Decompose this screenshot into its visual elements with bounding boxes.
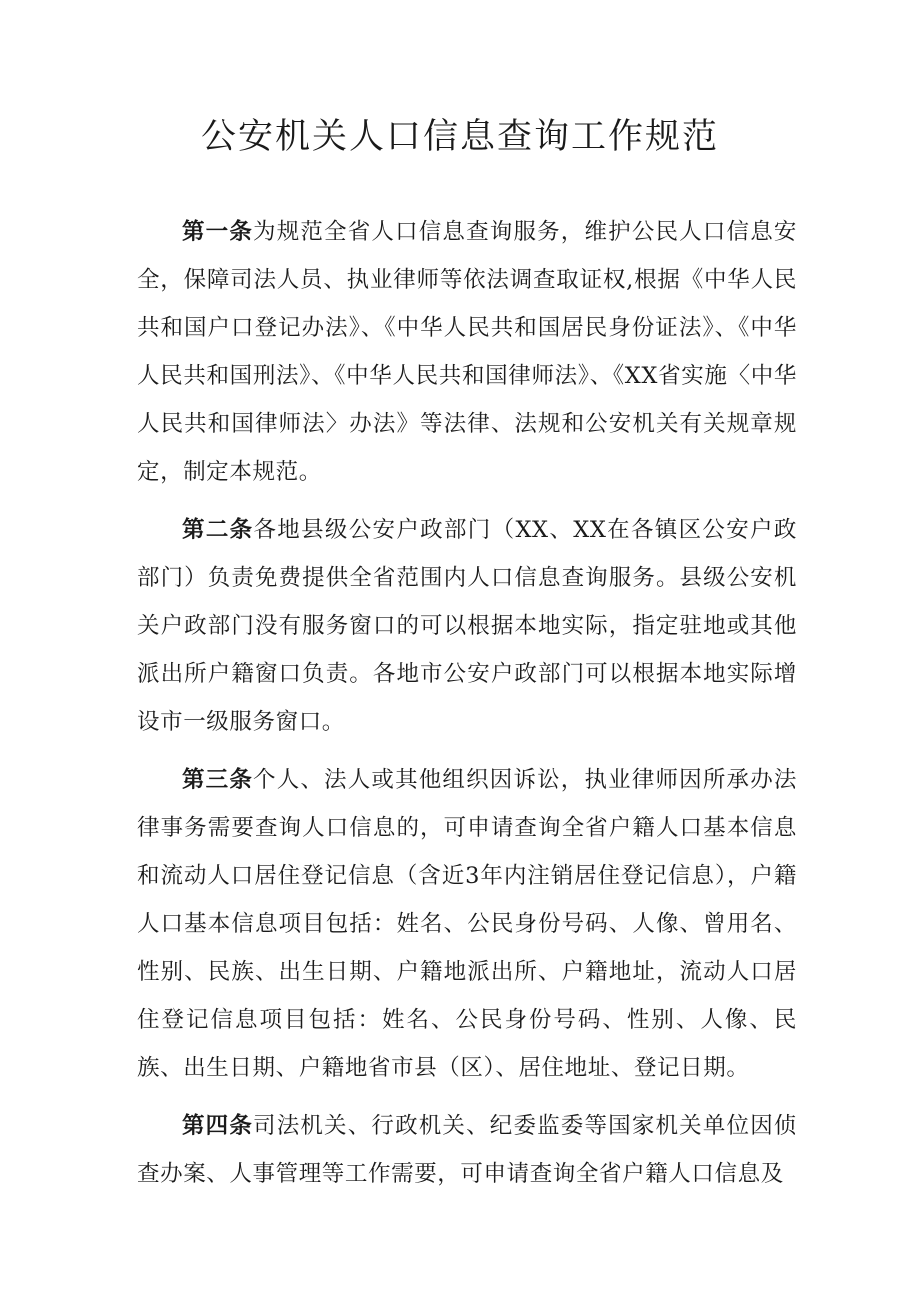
- article-1-text: 为规范全省人口信息查询服务，维护公民人口信息安全，保障司法人员、执业律师等依法调查取证权,根据《中华人民共和国户口登记办法》、《中华人民共和国居民身份证法》、《中华人民共和国刑法》、《中华人民共和国律师法》、《XX省实施〈中华人民共和国律师法〉办法》等法律、法规和公安机关有关规章规定，制定本规范。: [137, 219, 797, 485]
- article-2-text: 各地县级公安户政部门（XX、XX在各镇区公安户政部门）负责免费提供全省范围内人口信息查询服务。县级公安机关户政部门没有服务窗口的可以根据本地实际，指定驻地或其他派出所户籍窗口负责。各地市公安户政部门可以根据本地实际增设市一级服务窗口。: [137, 517, 797, 735]
- document-body: [137, 208, 797, 1208]
- article-4-text: 司法机关、行政机关、纪委监委等国家机关单位因侦查办案、人事管理等工作需要，可申请查询全省户籍人口信息及: [137, 1113, 797, 1187]
- article-4: [137, 1102, 797, 1198]
- article-4-label: 第四条: [182, 1113, 254, 1139]
- article-3-text: 个人、法人或其他组织因诉讼，执业律师因所承办法律事务需要查询人口信息的，可申请查询全省户籍人口基本信息和流动人口居住登记信息（含近3年内注销居住登记信息），户籍人口基本信息项目包括：姓名、公民身份号码、人像、曾用名、性别、民族、出生日期、户籍地派出所、户籍地址，流动人口居住登记信息项目包括：姓名、公民身份号码、性别、人像、民族、出生日期、户籍地省市县（区）、居住地址、登记日期。: [137, 767, 797, 1081]
- article-2: [137, 506, 797, 746]
- article-3: [137, 756, 797, 1092]
- document-title: 公安机关人口信息查询工作规范: [200, 117, 719, 157]
- article-2-label: 第二条: [182, 517, 254, 543]
- article-3-label: 第三条: [182, 767, 254, 793]
- article-1: [137, 208, 797, 496]
- article-1-label: 第一条: [182, 219, 254, 245]
